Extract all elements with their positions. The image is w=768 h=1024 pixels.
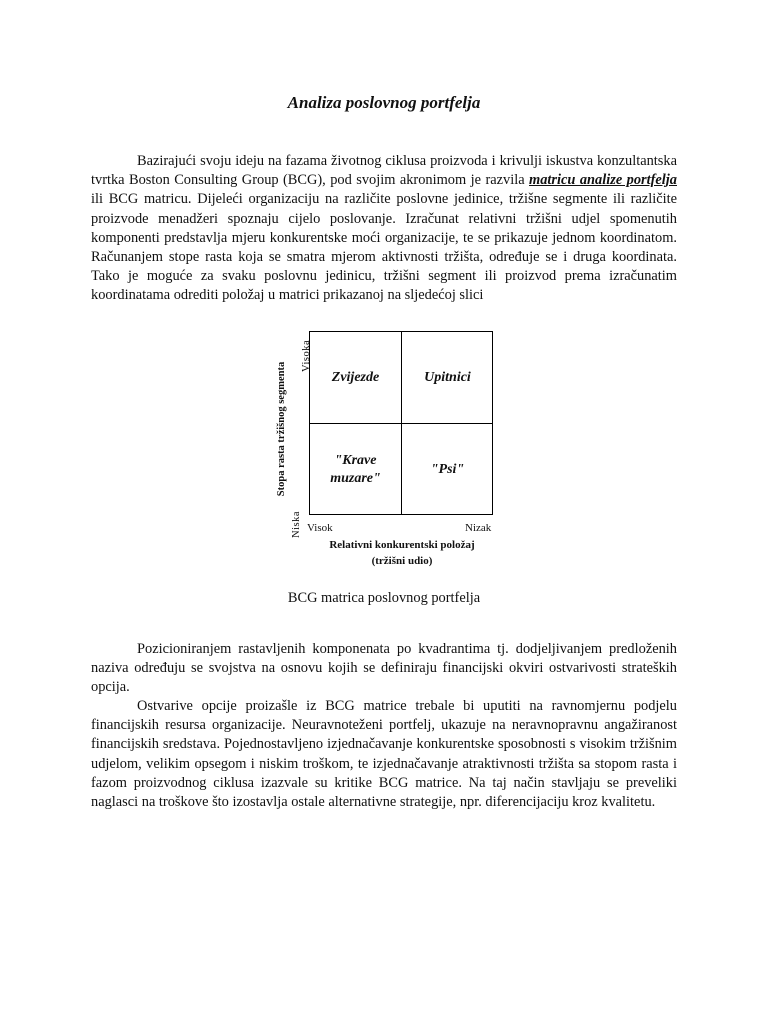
bcg-matrix xyxy=(309,331,493,515)
intro-text-1: Bazirajući svoju ideju na fazama životnog ciklusa proizvoda i krivulji iskustva konzultantska tvrtka Boston Consulting Group (BCG), pod svojim akronimom je razvila xyxy=(91,153,677,189)
quadrant-stars: Zvijezde xyxy=(331,369,380,385)
intro-paragraph xyxy=(91,152,677,306)
x-axis-label xyxy=(290,537,514,569)
x-axis-label-line2: (tržišni udio) xyxy=(371,555,433,567)
y-axis-label: Stopa rasta tržišnog segmenta xyxy=(276,361,287,497)
quadrant-question-marks: Upitnici xyxy=(424,369,471,385)
paragraph-positioning-text: Pozicioniranjem rastavljenih komponenata po kvadrantima tj. dodjeljivanjem predloženih naziva određuju se svojstva na osnovu kojih se definiraju financijski okviri ostvarivosti strateških opcija. xyxy=(91,641,677,696)
quadrant-dogs: "Psi" xyxy=(430,461,465,477)
x-axis-label-line1: Relativni konkurentski položaj xyxy=(329,539,475,551)
paragraph-positioning xyxy=(91,640,677,698)
x-axis-left-label: Visok xyxy=(307,522,333,534)
x-axis-right-label: Nizak xyxy=(465,522,492,534)
page-title: Analiza poslovnog portfelja xyxy=(287,93,481,112)
figure-caption: BCG matrica poslovnog portfelja xyxy=(287,590,481,606)
intro-text-2: ili BCG matricu. Dijeleći organizaciju na različite poslovne jedinice, tržišne segmente ili različite proizvode menadžeri spoznaju cijelo poslovanje. Izračunat relativni tržišni udjel spomenutih komponenti predstavlja mjeru konkurentske moći organizacije, te se prikazuje jednom koordinatom. Računanjem stope rasta koja se smatra mjerom aktivnosti tržišta, određuje se i druga koordinata. Tako je moguće za svaku poslovnu jedinicu, tržišni segment ili proizvod prema izračunatim koordinatama odrediti položaj u matrici prikazanoj na sljedećoj slici xyxy=(91,191,677,304)
y-axis-low-label: Niska xyxy=(291,511,302,538)
paragraph-options-text: Ostvarive opcije proizašle iz BCG matrice trebale bi uputiti na ravnomjernu podjelu financijskih resursa organizacije. Neuravnoteženi portfelj, ukazuje na neravnopravnu angažiranost financijskih sredstava. Pojednostavljeno izjednačavanje konkurentske sposobnosti s visokim tržišnim udjelom, velikim opsegom i niskim troškom, te izjednačavanje atraktivnosti tržišta sa stopom rasta i fazom proizvodnog ciklusa izazvale su kritike BCG matrice. Na taj način stavljaju se preveliki naglasci na troškove što izostavlja ostale alternativne strategije, npr. diferencijaciju kroz kvalitetu. xyxy=(91,698,677,811)
quadrant-cash-cows: "Krave muzare" xyxy=(330,452,381,486)
y-axis-high-label: Visoka xyxy=(301,339,312,372)
highlighted-term: matricu analize portfelja xyxy=(529,172,677,189)
paragraph-options xyxy=(91,697,677,812)
